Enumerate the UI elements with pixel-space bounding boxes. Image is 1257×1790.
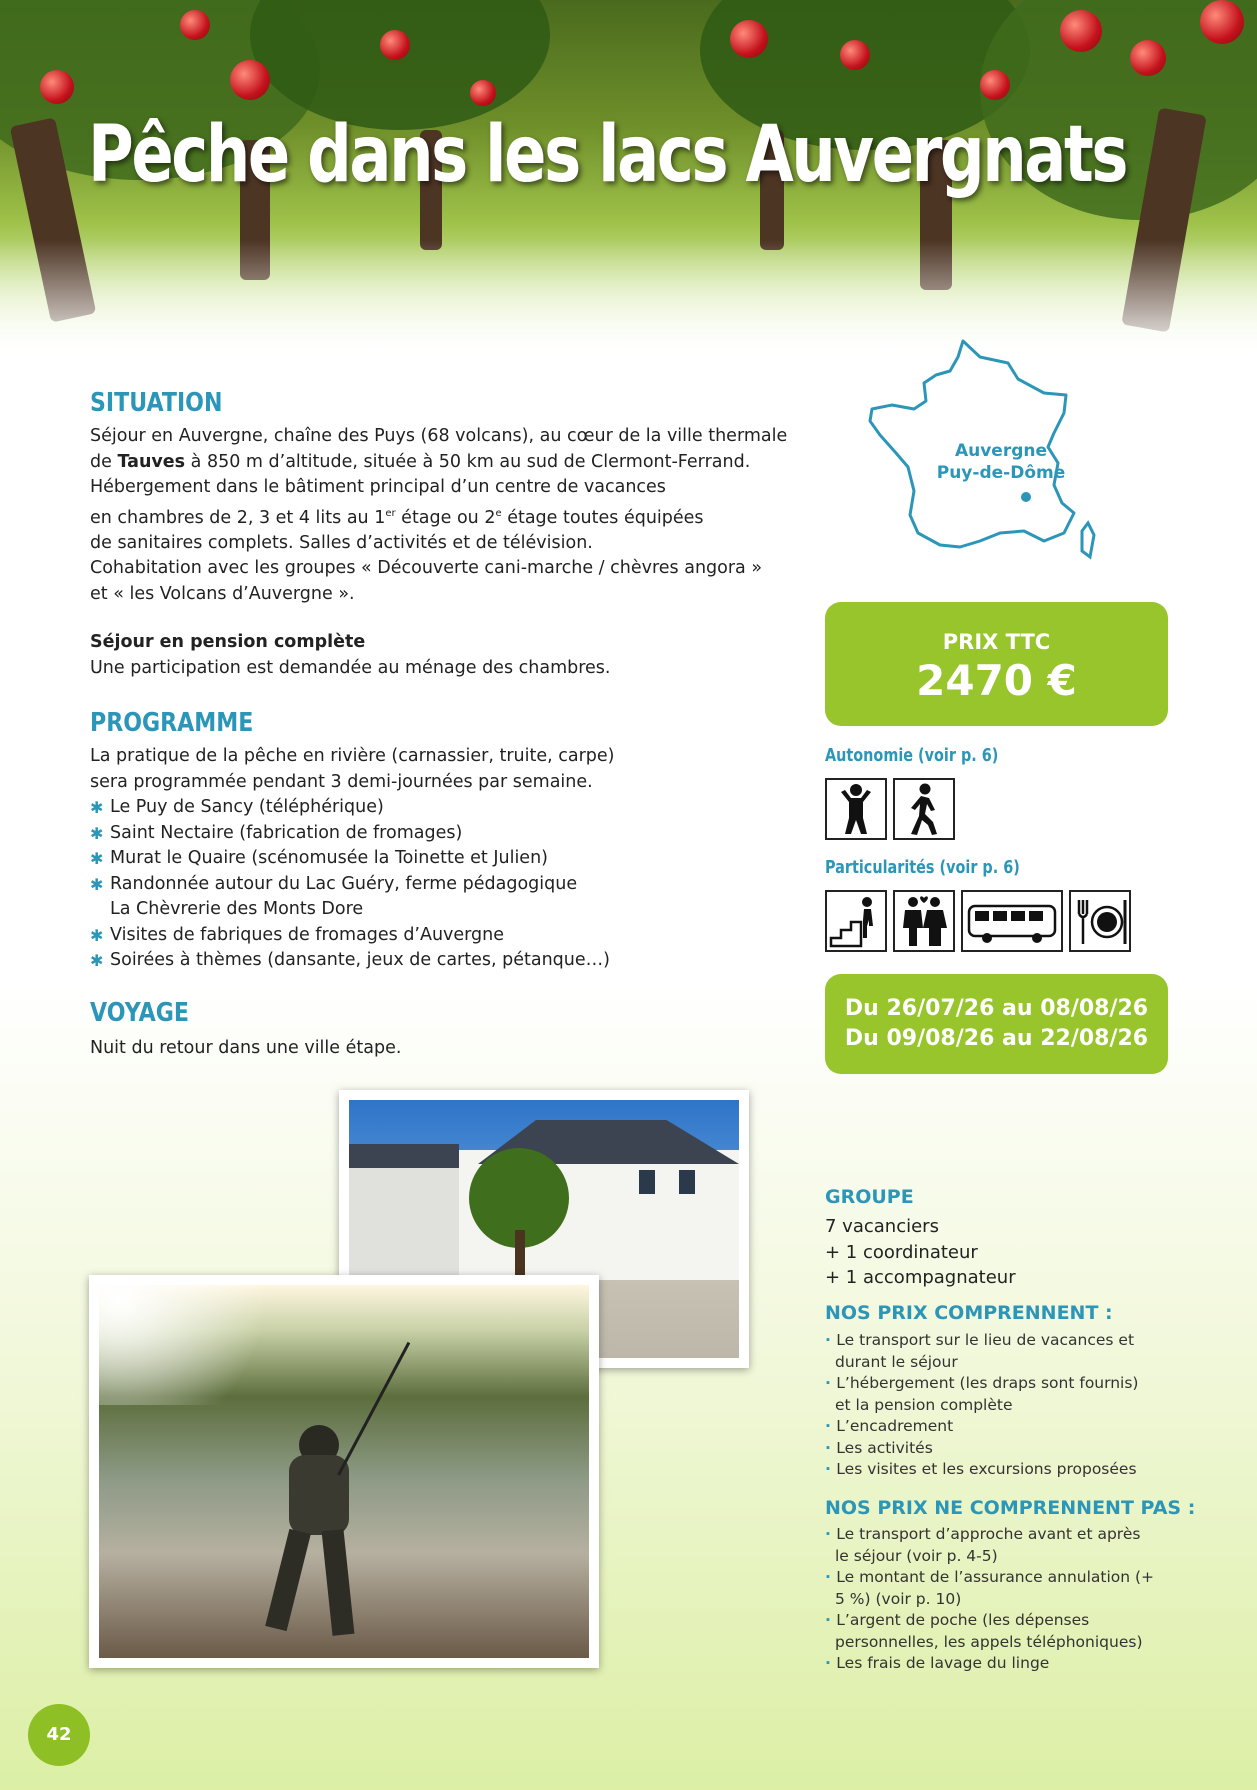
couple-icon [893, 890, 955, 952]
asterisk-icon: ✱ [90, 798, 104, 817]
asterisk-icon: ✱ [90, 874, 104, 894]
programme-list [90, 795, 615, 974]
situation-text: Séjour en Auvergne, chaîne des Puys (68 volcans), au cœur de la ville thermale de Tauves à 850 m d’altitude, située à 50 km au sud de Clermont-Ferrand. Hébergement dans le bâtiment principal d’un centre de vacances en chambres de 2, 3 et 4 lits au 1er étage ou 2e étage toutes équipées de sanitaires complets. Salles d’activités et de télévision. Cohabitation avec les groupes « Découverte cani-marche / chèvres angora » et « les Volcans d’Auvergne ». [90, 426, 788, 604]
list-item: · L’encadrement [825, 1416, 1155, 1438]
list-item: ✱ Murat le Quaire (scénomusée la Toinette et Julien) [90, 846, 615, 872]
particularites-heading: Particularités (voir p. 6) [825, 857, 1020, 878]
list-item: · Les frais de lavage du linge [825, 1653, 1155, 1675]
walking-person-icon [893, 778, 955, 840]
dates-box [825, 974, 1168, 1074]
hero-banner [0, 0, 1257, 360]
price-box [825, 602, 1168, 726]
list-item: ✱ Visites de fabriques de fromages d’Auvergne [90, 923, 615, 949]
voyage-text: Nuit du retour dans une ville étape. [90, 1038, 402, 1058]
comprennent-list [825, 1330, 1155, 1481]
date-line-2: Du 09/08/26 au 22/08/26 [844, 1026, 1149, 1051]
comprennent-heading: NOS PRIX COMPRENNENT : [825, 1302, 1113, 1324]
groupe-heading: GROUPE [825, 1186, 914, 1208]
list-item: · Les visites et les excursions proposées [825, 1459, 1155, 1481]
ne-comprennent-list [825, 1524, 1155, 1675]
list-item: · Le transport sur le lieu de vacances et durant le séjour [825, 1330, 1155, 1373]
map-region-label: Auvergne Puy-de-Dôme [936, 441, 1066, 483]
list-item: ✱ Le Puy de Sancy (téléphérique) [90, 795, 615, 821]
list-item: · Les activités [825, 1438, 1155, 1460]
meal-icon [1069, 890, 1131, 952]
asterisk-icon: ✱ [90, 849, 104, 868]
bus-icon [961, 890, 1063, 952]
list-item: ✱ Soirées à thèmes (dansante, jeux de cartes, pétanque…) [90, 948, 615, 974]
autonomie-heading: Autonomie (voir p. 6) [825, 745, 999, 766]
programme-text: La pratique de la pêche en rivière (carnassier, truite, carpe) sera programmée pendant 3 demi-journées par semaine. ✱ Le Puy de Sancy (téléphérique) ✱ Saint Nectaire (fabrication de fromages) ✱ Murat le Quaire (scénomusée la Toinette et Julien) ✱ Randonnée autour du Lac Guéry, ferme pédagogique La Chèvrerie des Monts Dore ✱ Visites de fabriques de fromages d’Auvergne ✱ Soirées à thèmes (dansante, jeux de cartes, pétanque…) [90, 744, 615, 974]
pension-text: Une participation est demandée au ménage des chambres. [90, 657, 611, 678]
asterisk-icon: ✱ [90, 925, 104, 945]
page-number: 42 [28, 1704, 90, 1766]
groupe-text: 7 vacanciers + 1 coordinateur + 1 accompagnateur [825, 1216, 1016, 1288]
voyage-heading: VOYAGE [90, 998, 189, 1028]
programme-heading: PROGRAMME [90, 708, 254, 738]
standing-person-icon [825, 778, 887, 840]
list-item: · L’argent de poche (les dépenses personnelles, les appels téléphoniques) [825, 1610, 1155, 1653]
list-item: · L’hébergement (les draps sont fournis) et la pension complète [825, 1373, 1155, 1416]
fisherman-photo [89, 1275, 599, 1668]
list-item: ✱ Randonnée autour du Lac Guéry, ferme pédagogique La Chèvrerie des Monts Dore [90, 873, 578, 919]
page-title: Pêche dans les lacs Auvergnats [88, 110, 1127, 200]
asterisk-icon: ✱ [90, 951, 104, 970]
pension-title: Séjour en pension complète [90, 632, 366, 652]
asterisk-icon: ✱ [90, 823, 104, 843]
situation-heading: SITUATION [90, 388, 223, 418]
ne-comprennent-heading: NOS PRIX NE COMPRENNENT PAS : [825, 1497, 1196, 1519]
list-item: · Le montant de l’assurance annulation (+ 5 %) (voir p. 10) [825, 1567, 1155, 1610]
stairs-icon [825, 890, 887, 952]
list-item: ✱ Saint Nectaire (fabrication de fromages) [90, 821, 615, 847]
date-line-1: Du 26/07/26 au 08/08/26 [844, 996, 1149, 1021]
price-value: 2470 € [916, 656, 1077, 705]
pension-block [90, 630, 610, 681]
list-item: · Le transport d’approche avant et après le séjour (voir p. 4-5) [825, 1524, 1155, 1567]
price-label: PRIX TTC [942, 630, 1051, 654]
